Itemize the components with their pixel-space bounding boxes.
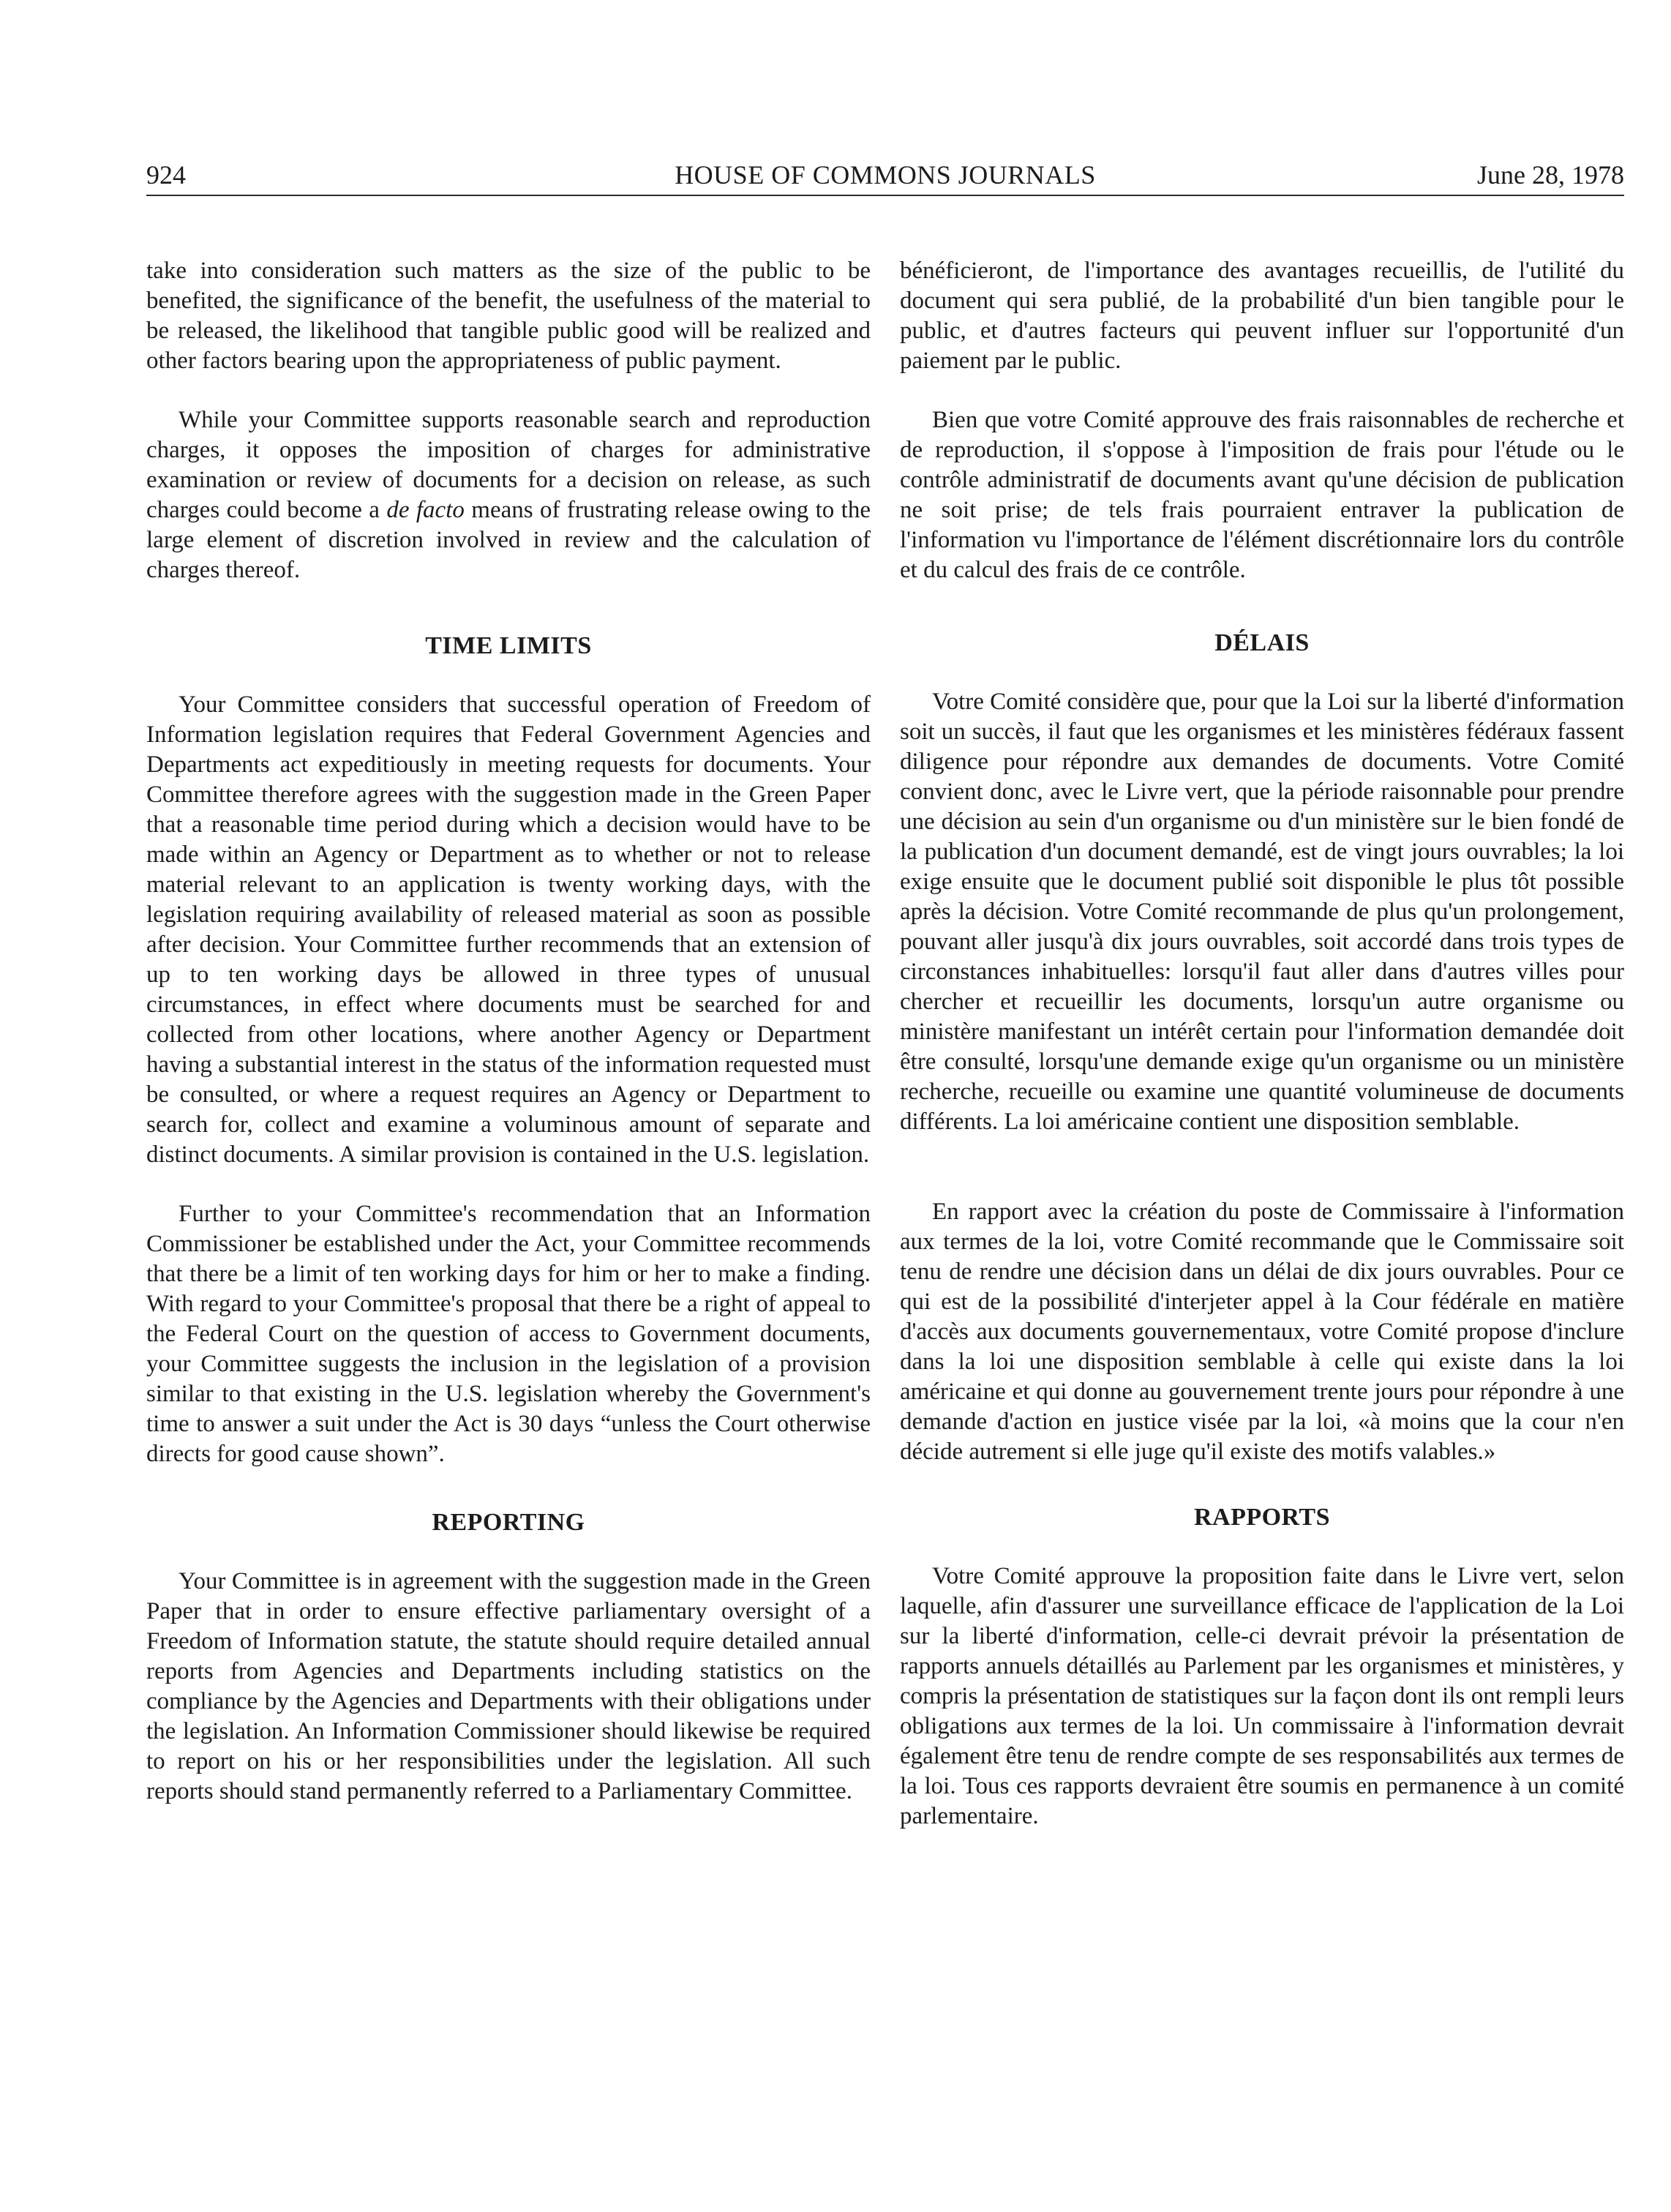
page-date: June 28, 1978 bbox=[1477, 160, 1624, 190]
journal-title: HOUSE OF COMMONS JOURNALS bbox=[675, 160, 1096, 190]
english-p2-text-b: means of frustrating release owing to the large element of discretion involved in review and the calculation of charges thereof. bbox=[146, 497, 871, 583]
french-paragraph-4: En rapport avec la création du poste de Commissaire à l'information aux termes de la loi, votre Comité recommande que le Commissaire soit tenu de rendre une décision dans un délai de dix jours ouvrables. Pour ce qui est de la possibilité d'interjeter appel à la Cour fédérale en matière d'accès aux documents gouvernementaux, votre Comité propose d'inclure dans la loi une disposition semblable à celle qui existe dans la loi américaine et qui donne au gouvernement trente jours pour répondre à une demande d'action en justice visée par la loi, «à moins que la cour n'en décide autrement si elle juge qu'il existe des motifs valables.» bbox=[900, 1199, 1624, 1465]
english-paragraph-5: Your Committee is in agreement with the suggestion made in the Green Paper that in order to ensure effective parliamentary oversight of a Freedom of Information statute, the statute should require detailed annual reports from Agencies and Departments including statistics on the compliance by the Agencies and Departments with their obligations under the legislation. An Information Commissioner should likewise be required to report on his or her responsibilities under the legislation. All such reports should stand permanently referred to a Parliamentary Committee. bbox=[146, 1568, 871, 1804]
english-paragraph-2 bbox=[146, 405, 871, 585]
heading-delais: DÉLAIS bbox=[1214, 629, 1310, 656]
english-p2-text-a: While your Committee supports reasonable search and reproduction charges, it opposes the imposition of charges for administrative examination or review of documents for a decision on release, as such charges could become a bbox=[146, 407, 871, 523]
running-head bbox=[146, 154, 1624, 196]
french-paragraph-1: bénéficieront, de l'importance des avantages recueillis, de l'utilité du document qui sera publié, de la probabilité d'un bien tangible pour le public, et d'autres facteurs qui peuvent influer sur l'opportunité d'un paiement par le public. bbox=[900, 258, 1624, 374]
french-paragraph-3: Votre Comité considère que, pour que la Loi sur la liberté d'information soit un succès, il faut que les organismes et les ministères fédéraux fassent diligence pour répondre aux demandes de documents. Votre Comité convient donc, avec le Livre vert, que la période raisonnable pour prendre une décision au sein d'un organisme ou d'un ministère sur le bien fondé de la publication d'un document demandé, est de vingt jours ouvrables; la loi exige ensuite que le document publié soit disponible le plus tôt possible après la décision. Votre Comité recommande de plus qu'un prolongement, pouvant aller jusqu'à dix jours ouvrables, soit accordé dans trois types de circonstances inhabituelles: lorsqu'il faut aller dans d'autres villes pour chercher et recueillir les documents, lorsqu'un autre organisme ou ministère manifestant un intérêt certain pour l'information demandée doit être consulté, lorsqu'une demande exige qu'un organisme ou un ministère recherche, recueille ou examine une quantité volumineuse de documents différents. La loi américaine contient une disposition semblable. bbox=[900, 689, 1624, 1135]
page-number: 924 bbox=[146, 160, 186, 190]
french-column bbox=[900, 256, 1624, 1832]
english-p2-italic: de facto bbox=[386, 497, 465, 523]
heading-rapports: RAPPORTS bbox=[1193, 1504, 1331, 1531]
english-paragraph-1: take into consideration such matters as the size of the public to be benefited, the significance of the benefit, the usefulness of the material to be released, the likelihood that tangible public good will be realized and other factors bearing upon the appropriateness of public payment. bbox=[146, 258, 871, 374]
english-column bbox=[146, 256, 871, 1807]
heading-reporting: REPORTING bbox=[432, 1509, 585, 1536]
heading-time-limits: TIME LIMITS bbox=[425, 632, 592, 659]
french-paragraph-5: Votre Comité approuve la proposition faite dans le Livre vert, selon laquelle, afin d'assurer une surveillance efficace de l'application de la Loi sur la liberté d'information, celle-ci devrait prévoir la présentation de rapports annuels détaillés au Parlement par les organismes et ministères, y compris la présentation de statistiques sur la façon dont ils ont rempli leurs obligations aux termes de la loi. Un commissaire à l'information devrait également être tenu de rendre compte de ses responsabilités aux termes de la loi. Tous ces rapports devraient être soumis en permanence à un comité parlementaire. bbox=[900, 1563, 1624, 1829]
french-paragraph-2: Bien que votre Comité approuve des frais raisonnables de recherche et de reproduction, il s'oppose à l'imposition de frais pour l'étude ou le contrôle administratif de documents avant qu'une décision de publication ne soit prise; de tels frais pourraient entraver la publication de l'information vu l'importance de l'élément discrétionnaire lors du contrôle et du calcul des frais de ce contrôle. bbox=[900, 407, 1624, 583]
english-paragraph-3: Your Committee considers that successful operation of Freedom of Information legislation requires that Federal Government Agencies and Departments act expeditiously in meeting requests for documents. Your Committee therefore agrees with the suggestion made in the Green Paper that a reasonable time period during which a decision would have to be made within an Agency or Department as to whether or not to release material relevant to an application is twenty working days, with the legislation requiring availability of released material as soon as possible after decision. Your Committee further recommends that an extension of up to ten working days be allowed in three types of unusual circumstances, in effect where documents must be searched for and collected from other locations, where another Agency or Department having a substantial interest in the status of the information requested must be consulted, or where a request requires an Agency or Department to search for, collect and examine a voluminous amount of separate and distinct documents. A similar provision is contained in the U.S. legislation. bbox=[146, 691, 871, 1168]
english-paragraph-4: Further to your Committee's recommendation that an Information Commissioner be established under the Act, your Committee recommends that there be a limit of ten working days for him or her to make a finding. With regard to your Committee's proposal that there be a right of appeal to the Federal Court on the question of access to Government documents, your Committee suggests the inclusion in the legislation of a provision similar to that existing in the U.S. legislation whereby the Government's time to answer a suit under the Act is 30 days “unless the Court otherwise directs for good cause shown”. bbox=[146, 1201, 871, 1467]
